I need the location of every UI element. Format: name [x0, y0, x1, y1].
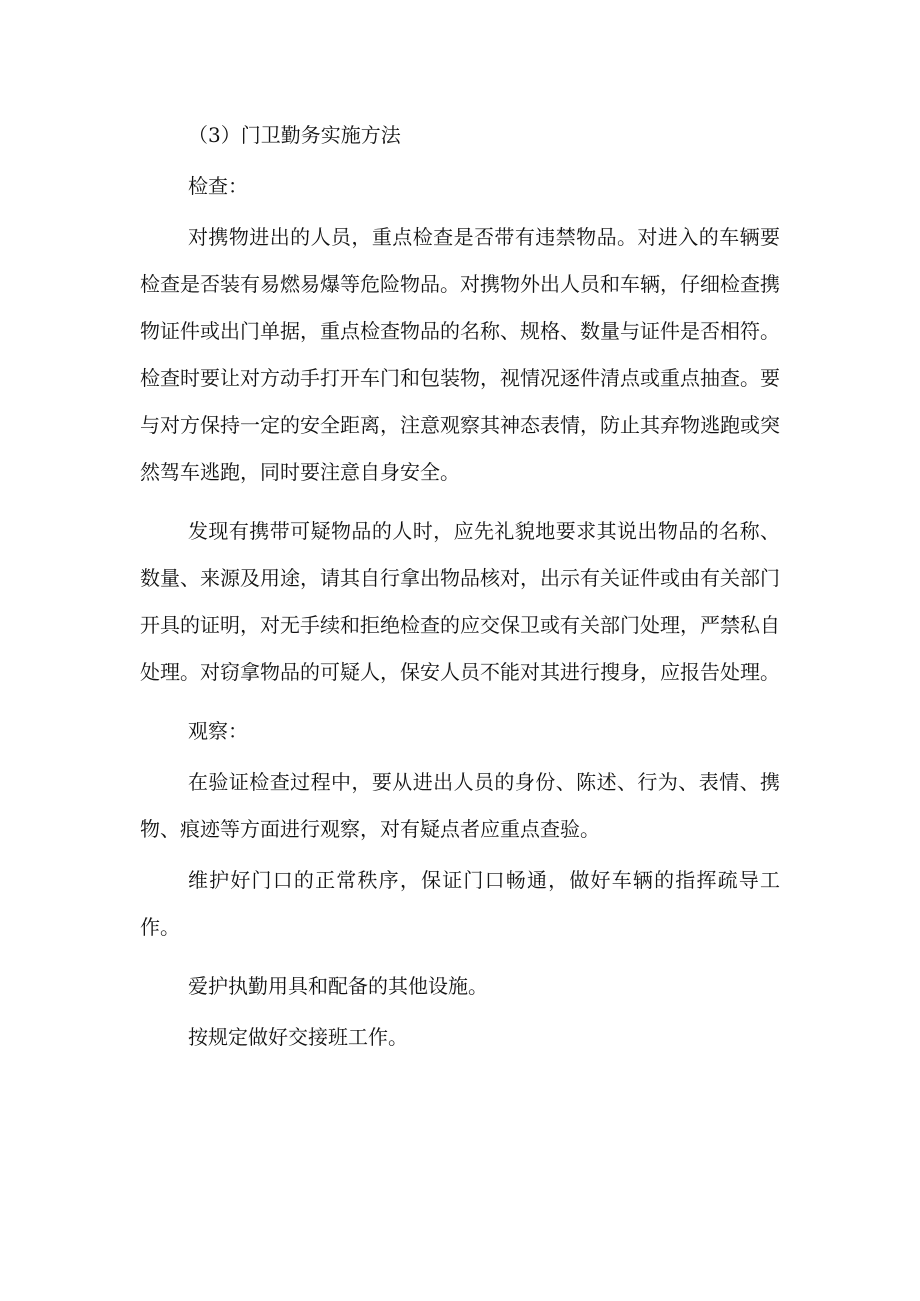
paragraph-suspicious-items: 发现有携带可疑物品的人时，应先礼貌地要求其说出物品的名称、数量、来源及用途，请其自行拿出物品核对，出示有关证件或由有关部门开具的证明，对无手续和拒绝检查的应交保卫或有关部门处理，严禁私自处理。对窃拿物品的可疑人，保安人员不能对其进行搜身，应报告处理。 [140, 519, 780, 684]
paragraph-shift-handover: 按规定做好交接班工作。 [188, 1025, 408, 1049]
paragraph-care-equipment: 爱护执勤用具和配备的其他设施。 [188, 974, 488, 998]
paragraph-observation-details: 在验证检查过程中，要从进出人员的身份、陈述、行为、表情、携物、痕迹等方面进行观察，对有疑点者应重点查验。 [140, 770, 780, 841]
paragraph-inspection-details: 对携物进出的人员，重点检查是否带有违禁物品。对进入的车辆要检查是否装有易燃易爆等危险物品。对携物外出人员和车辆，仔细检查携物证件或出门单据，重点检查物品的名称、规格、数量与证件是否相符。检查时要让对方动手打开车门和包装物，视情况逐件清点或重点抽查。要与对方保持一定的安全距离，注意观察其神态表情，防止其弃物逃跑或突然驾车逃跑，同时要注意自身安全。 [140, 225, 780, 484]
document-body [140, 112, 780, 1061]
paragraph-maintain-order: 维护好门口的正常秩序，保证门口畅通，做好车辆的指挥疏导工作。 [140, 868, 780, 939]
section-heading: （3）门卫勤务实施方法 [188, 123, 401, 147]
paragraph-observation-label: 观察： [188, 719, 248, 743]
paragraph-inspection-label: 检查： [188, 174, 248, 198]
